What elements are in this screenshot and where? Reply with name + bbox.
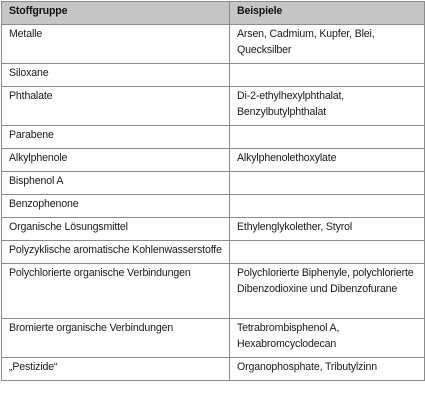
header-beispiele: Beispiele	[230, 2, 425, 25]
table-row	[2, 25, 425, 64]
table-row	[2, 264, 425, 319]
header-stoffgruppe: Stoffgruppe	[2, 2, 230, 25]
table-row	[2, 241, 425, 264]
table-row	[2, 172, 425, 195]
cell-beispiele: Polychlorierte Biphenyle, polychlorierte Dibenzodioxine und Dibenzofurane	[230, 264, 425, 319]
cell-beispiele: Organophosphate, Tributylzinn	[230, 358, 425, 381]
cell-stoffgruppe: Metalle	[2, 25, 230, 64]
table-row	[2, 126, 425, 149]
cell-stoffgruppe: Alkylphenole	[2, 149, 230, 172]
table-body	[2, 25, 425, 381]
cell-beispiele: Arsen, Cadmium, Kupfer, Blei, Quecksilber	[230, 25, 425, 64]
table-row	[2, 149, 425, 172]
cell-stoffgruppe: Benzophenone	[2, 195, 230, 218]
cell-stoffgruppe: Siloxane	[2, 64, 230, 87]
table-header	[2, 2, 425, 25]
header-row	[2, 2, 425, 25]
cell-stoffgruppe: Organische Lösungsmittel	[2, 218, 230, 241]
cell-stoffgruppe: „Pestizide“	[2, 358, 230, 381]
table-row	[2, 218, 425, 241]
cell-stoffgruppe: Phthalate	[2, 87, 230, 126]
cell-beispiele	[230, 195, 425, 218]
cell-beispiele	[230, 241, 425, 264]
cell-beispiele	[230, 172, 425, 195]
cell-stoffgruppe: Bromierte organische Verbindungen	[2, 319, 230, 358]
cell-stoffgruppe: Parabene	[2, 126, 230, 149]
cell-beispiele: Ethylenglykolether, Styrol	[230, 218, 425, 241]
table-row	[2, 195, 425, 218]
cell-stoffgruppe: Polychlorierte organische Verbindungen	[2, 264, 230, 319]
table-row	[2, 64, 425, 87]
substance-table	[1, 1, 425, 381]
table-row	[2, 358, 425, 381]
cell-stoffgruppe: Bisphenol A	[2, 172, 230, 195]
table-row	[2, 87, 425, 126]
cell-beispiele: Tetrabrombisphenol A, Hexabromcyclodecan	[230, 319, 425, 358]
cell-beispiele	[230, 126, 425, 149]
cell-beispiele: Alkylphenolethoxylate	[230, 149, 425, 172]
cell-beispiele	[230, 64, 425, 87]
table-row	[2, 319, 425, 358]
substance-table-container	[1, 1, 424, 381]
cell-stoffgruppe: Polyzyklische aromatische Kohlenwasserstoffe	[2, 241, 230, 264]
cell-beispiele: Di-2-ethylhexylphthalat, Benzylbutylphthalat	[230, 87, 425, 126]
